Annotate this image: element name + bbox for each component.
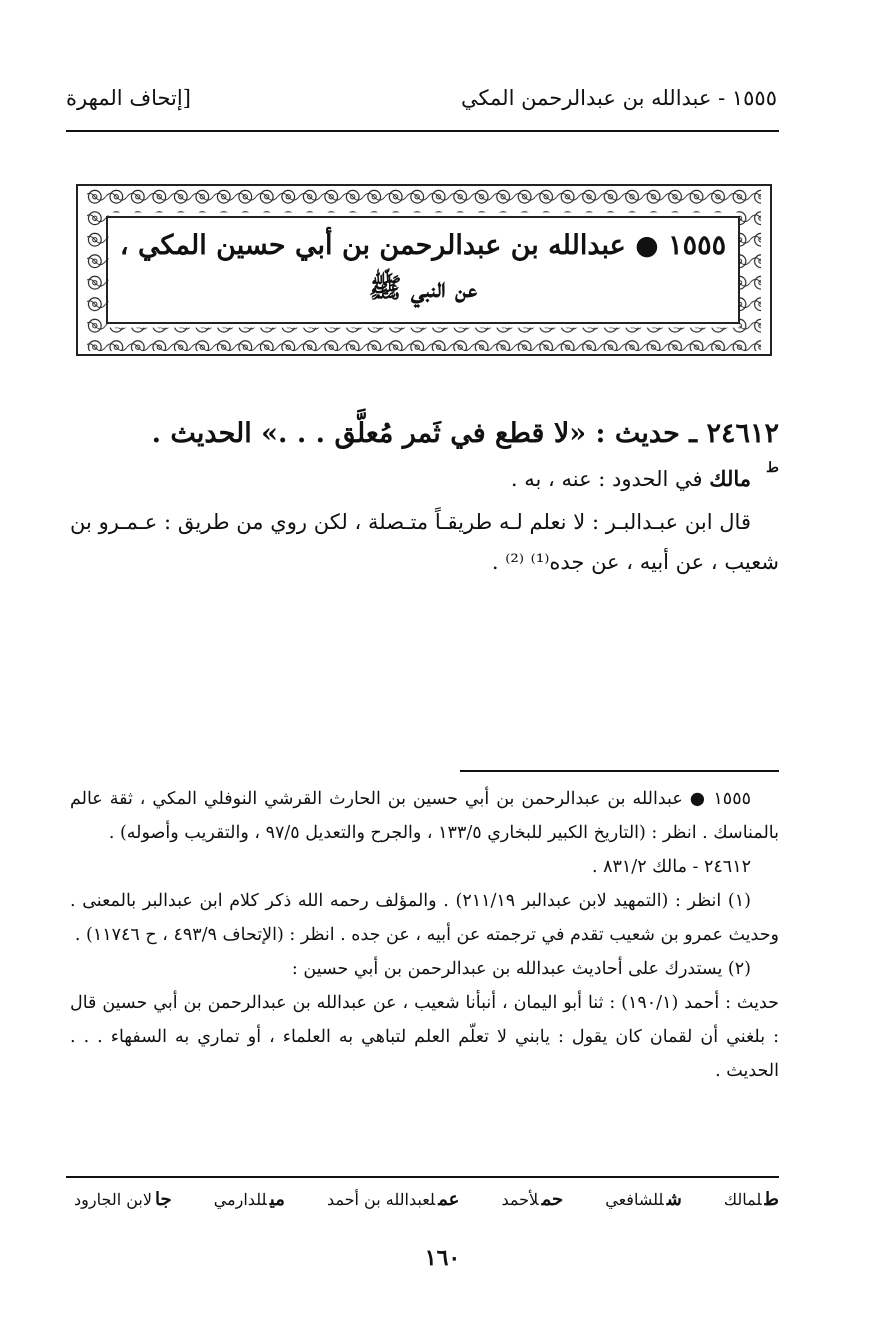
- main-text: [70, 408, 779, 582]
- legend-label: لأحمد: [501, 1190, 539, 1209]
- legend-item: [327, 1189, 459, 1210]
- narrator-subheading: عن النبي ﷺ: [368, 272, 478, 304]
- source-detail: في الحدود : عنه ، به .: [510, 467, 703, 491]
- legend-item: [605, 1189, 682, 1210]
- ornamental-frame: [76, 184, 772, 356]
- legend-label: لمالك: [723, 1190, 762, 1209]
- legend-label: لابن الجارود: [74, 1190, 152, 1209]
- footnote-hadith: ٢٤٦١٢ - مالك ٨٣١/٢ .: [591, 857, 751, 877]
- page-number: ١٦٠: [424, 1245, 461, 1271]
- hadith-entry: [70, 408, 779, 476]
- footnotes: [70, 782, 779, 1088]
- legend-symbol: ط: [764, 1189, 779, 1210]
- abbreviation-legend: [74, 1189, 779, 1210]
- legend-item: [724, 1189, 779, 1210]
- legend-label: لعبدالله بن أحمد: [326, 1190, 436, 1209]
- source-name: مالك: [709, 466, 751, 491]
- legend-label: للشافعي: [605, 1190, 664, 1209]
- bottom-rule: [66, 1176, 779, 1178]
- legend-symbol: عم: [438, 1189, 460, 1210]
- footnote-narrator: ١٥٥٥ ● عبدالله بن عبدالرحمن بن أبي حسين بن الحارث القرشي النوفلي المكي ، ثقة عالم بالمناسك . انظر : (التاريخ الكبير للبخاري ١٣٣/٥ ، والجرح والتعديل ٩٧/٥ ، والتقريب وأصوله) .: [70, 789, 779, 843]
- legend-symbol: جا: [154, 1189, 172, 1210]
- narrator-heading: ١٥٥٥ ● عبدالله بن عبدالرحمن بن أبي حسين المكي ،: [119, 229, 727, 261]
- heading-box: [106, 216, 740, 324]
- running-head: [66, 78, 777, 118]
- legend-item: [501, 1189, 563, 1210]
- chapter-title: ١٥٥٥ - عبدالله بن عبدالرحمن المكي: [460, 86, 777, 110]
- scholar-comment: قال ابن عبـدالبـر : لا نعلم لـه طريقـاً متـصلة ، لكن روي من طريق : عـمـرو بن شعيب ، عن أبيه ، عن جده⁽¹⁾ ⁽²⁾ .: [70, 510, 779, 574]
- footnote-2: (٢) يستدرك على أحاديث عبدالله بن عبدالرحمن بن أبي حسين :: [291, 959, 751, 979]
- legend-symbol: مي: [269, 1189, 285, 1210]
- hadith-title: ٢٤٦١٢ ـ حديث : «لا قطع في ثَمر مُعلَّق . . .» الحديث .: [151, 418, 779, 449]
- legend-item: [74, 1189, 172, 1210]
- footnote-1: (١) انظر : (التمهيد لابن عبدالبر ٢١١/١٩) . والمؤلف رحمه الله ذكر كلام ابن عبدالبر بالمعنى . وحديث عمرو بن شعيب تقدم في ترجمته عن أبيه ، عن جده . انظر : (الإتحاف ٤٩٣/٩ ، ح ١١٧٤٦) .: [70, 891, 779, 945]
- footnote-rule: [460, 770, 779, 772]
- hadith-source: [70, 462, 751, 496]
- legend-label: للدارمي: [213, 1190, 267, 1209]
- footnote-2-continuation: حديث : أحمد (١٩٠/١) : ثنا أبو اليمان ، أنبأنا شعيب ، عن عبدالله بن عبدالرحمن بن أبي حسين قال : بلغني أن لقمان كان يقول : يابني لا تعلّم العلم لتباهي به العلماء ، أو تماري به السفهاء . . . الحديث .: [70, 993, 779, 1081]
- header-rule: [66, 130, 779, 132]
- legend-item: [214, 1189, 285, 1210]
- hadith-source-symbol: ط: [766, 460, 779, 476]
- legend-symbol: ش: [666, 1189, 682, 1210]
- legend-symbol: حم: [541, 1189, 564, 1210]
- book-title: [إتحاف المهرة: [66, 86, 191, 110]
